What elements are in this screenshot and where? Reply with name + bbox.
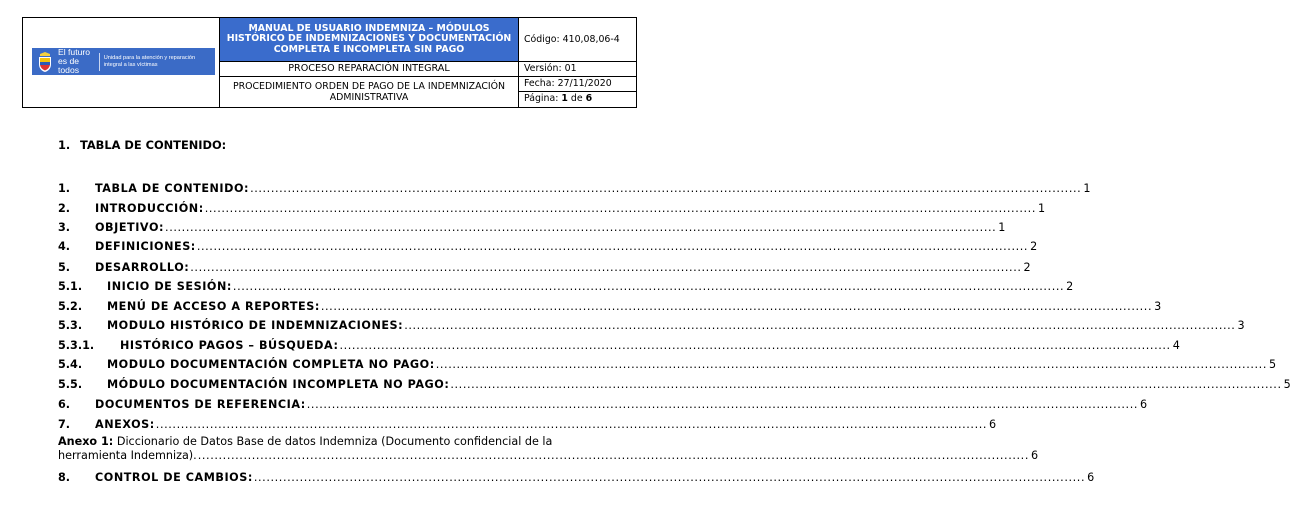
logo-tagline: Unidad para la atención y reparación integral a las víctimas bbox=[103, 55, 196, 68]
page-total: 6 bbox=[585, 93, 593, 104]
logo-brand-text: El futuro es de todos bbox=[58, 47, 91, 75]
toc-entry-number: 4. bbox=[58, 240, 71, 253]
process-name: PROCESO REPARACIÓN INTEGRAL bbox=[220, 62, 519, 77]
toc-dot-leader: ........................................................................................................................................................................................................ bbox=[339, 339, 1171, 352]
logo-divider bbox=[99, 53, 100, 71]
toc-entry-number: 5.4. bbox=[58, 358, 83, 371]
toc-entry-title: CONTROL DE CAMBIOS: bbox=[95, 471, 253, 484]
toc-entry[interactable] bbox=[58, 299, 1162, 313]
toc-entry-title: INICIO DE SESIÓN: bbox=[107, 280, 232, 293]
toc-entry[interactable] bbox=[58, 338, 1180, 352]
toc-entry[interactable] bbox=[58, 318, 1245, 332]
toc-entry[interactable] bbox=[58, 279, 1074, 293]
toc-entry-page: 3 bbox=[1237, 319, 1245, 332]
toc-entry-number: 8. bbox=[58, 471, 71, 484]
toc-entry[interactable] bbox=[58, 220, 1006, 234]
toc-entry-title: MODULO DOCUMENTACIÓN COMPLETA NO PAGO: bbox=[107, 358, 435, 371]
government-logo bbox=[32, 48, 215, 75]
toc-entry[interactable] bbox=[58, 260, 1031, 274]
anexo-line-2 bbox=[58, 449, 1039, 463]
page-label: Página: bbox=[524, 93, 559, 104]
toc-dot-leader: ........................................................................................................................................................................................................ bbox=[435, 358, 1267, 371]
toc-dot-leader: ........................................................................................................................................................................................................ bbox=[320, 300, 1153, 313]
toc-entry-number: 7. bbox=[58, 418, 71, 431]
toc-entry[interactable] bbox=[58, 397, 1148, 411]
document-title: MANUAL DE USUARIO INDEMNIZA – MÓDULOS HISTÓRICO DE INDEMNIZACIONES Y DOCUMENTACIÓN COMPLETA E INCOMPLETA SIN PAGO bbox=[220, 18, 519, 62]
toc-dot-leader: ........................................................................................................................................................................................................ bbox=[155, 418, 988, 431]
toc-entry-title: MÓDULO DOCUMENTACIÓN INCOMPLETA NO PAGO: bbox=[107, 378, 450, 391]
toc-entry-title: DEFINICIONES: bbox=[95, 240, 196, 253]
toc-entry[interactable] bbox=[58, 201, 1046, 215]
toc-entry-number: 5.5. bbox=[58, 378, 83, 391]
toc-entry-page: 2 bbox=[1023, 261, 1031, 274]
anexo-text-2: herramienta Indemniza). bbox=[58, 449, 197, 462]
toc-entry-page: 6 bbox=[989, 418, 997, 431]
toc-entry[interactable] bbox=[58, 239, 1038, 253]
document-header bbox=[22, 17, 637, 108]
toc-entry-title: TABLA DE CONTENIDO: bbox=[95, 182, 250, 195]
page-indicator bbox=[519, 92, 636, 107]
toc-entry[interactable] bbox=[58, 417, 997, 431]
toc-entry-page: 3 bbox=[1154, 300, 1162, 313]
logo-cell bbox=[23, 18, 220, 107]
anexo-line-1 bbox=[58, 435, 597, 449]
toc-dot-leader: ........................................................................................................................................................................................................ bbox=[250, 182, 1082, 195]
toc-dot-leader: ........................................................................................................................................................................................................ bbox=[190, 261, 1022, 274]
toc-entry-number: 5.3. bbox=[58, 319, 83, 332]
toc-dot-leader: ........................................................................................................................................................................................................ bbox=[204, 202, 1036, 215]
toc-entry[interactable] bbox=[58, 181, 1091, 195]
coat-of-arms-icon bbox=[36, 51, 54, 73]
toc-entry-page: 6 bbox=[1140, 398, 1148, 411]
toc-entry-number: 5.1. bbox=[58, 280, 83, 293]
toc-entry-title: MENÚ DE ACCESO A REPORTES: bbox=[107, 300, 320, 313]
toc-heading-number: 1. bbox=[58, 138, 71, 152]
anexo-dot-leader: ........................................................................................................................................................................................................ bbox=[197, 449, 1029, 462]
toc-entry-page: 1 bbox=[998, 221, 1006, 234]
toc-entry-page: 5 bbox=[1283, 378, 1291, 391]
toc-entry-title: DESARROLLO: bbox=[95, 261, 190, 274]
toc-entry-title: OBJETIVO: bbox=[95, 221, 165, 234]
toc-entry-number: 3. bbox=[58, 221, 71, 234]
toc-entry-page: 1 bbox=[1083, 182, 1091, 195]
toc-entry-page: 2 bbox=[1066, 280, 1074, 293]
toc-dot-leader: ........................................................................................................................................................................................................ bbox=[306, 398, 1139, 411]
toc-entry-page: 2 bbox=[1030, 240, 1038, 253]
toc-entry-number: 1. bbox=[58, 182, 71, 195]
toc-entry-page: 1 bbox=[1037, 202, 1046, 215]
page-current: 1 bbox=[561, 93, 568, 104]
toc-entry-title: DOCUMENTOS DE REFERENCIA: bbox=[95, 398, 306, 411]
page-of: de bbox=[570, 93, 583, 104]
toc-entry-number: 5.2. bbox=[58, 300, 83, 313]
toc-entry-number: 5. bbox=[58, 261, 71, 274]
toc-entry-title: ANEXOS: bbox=[95, 418, 155, 431]
anexo-page: 6 bbox=[1030, 449, 1039, 462]
toc-entry-number: 2. bbox=[58, 202, 71, 215]
toc-dot-leader: ........................................................................................................................................................................................................ bbox=[253, 471, 1086, 484]
anexo-text-1: Diccionario de Datos Base de datos Indemniza (Documento confidencial de la bbox=[116, 435, 553, 448]
toc-heading bbox=[58, 138, 226, 152]
toc-entry[interactable] bbox=[58, 357, 1277, 371]
toc-entry-page: 5 bbox=[1269, 358, 1277, 371]
toc-dot-leader: ........................................................................................................................................................................................................ bbox=[196, 240, 1029, 253]
document-code: Código: 410,08,06-4 bbox=[519, 18, 636, 62]
anexo-label: Anexo 1: bbox=[58, 435, 114, 448]
toc-entry-page: 6 bbox=[1087, 471, 1095, 484]
toc-heading-text: TABLA DE CONTENIDO: bbox=[79, 138, 227, 152]
toc-entry[interactable] bbox=[58, 377, 1291, 391]
toc-anexo-entry[interactable] bbox=[58, 435, 1039, 463]
document-date: Fecha: 27/11/2020 bbox=[519, 77, 636, 92]
toc-dot-leader: ........................................................................................................................................................................................................ bbox=[404, 319, 1236, 332]
toc-dot-leader: ........................................................................................................................................................................................................ bbox=[450, 378, 1282, 391]
document-version: Versión: 01 bbox=[519, 62, 636, 77]
toc-entry-page: 4 bbox=[1172, 339, 1180, 352]
toc-entry-title: HISTÓRICO PAGOS – BÚSQUEDA: bbox=[120, 339, 339, 352]
toc-entry-number: 5.3.1. bbox=[58, 339, 95, 352]
procedure-name: PROCEDIMIENTO ORDEN DE PAGO DE LA INDEMNIZACIÓN ADMINISTRATIVA bbox=[220, 77, 519, 107]
toc-entry-number: 6. bbox=[58, 398, 71, 411]
toc-entry-title: INTRODUCCIÓN: bbox=[95, 202, 204, 215]
toc-dot-leader: ........................................................................................................................................................................................................ bbox=[165, 221, 997, 234]
toc-entry-title: MODULO HISTÓRICO DE INDEMNIZACIONES: bbox=[107, 319, 404, 332]
toc-dot-leader: ........................................................................................................................................................................................................ bbox=[232, 280, 1065, 293]
toc-entry[interactable] bbox=[58, 470, 1095, 484]
